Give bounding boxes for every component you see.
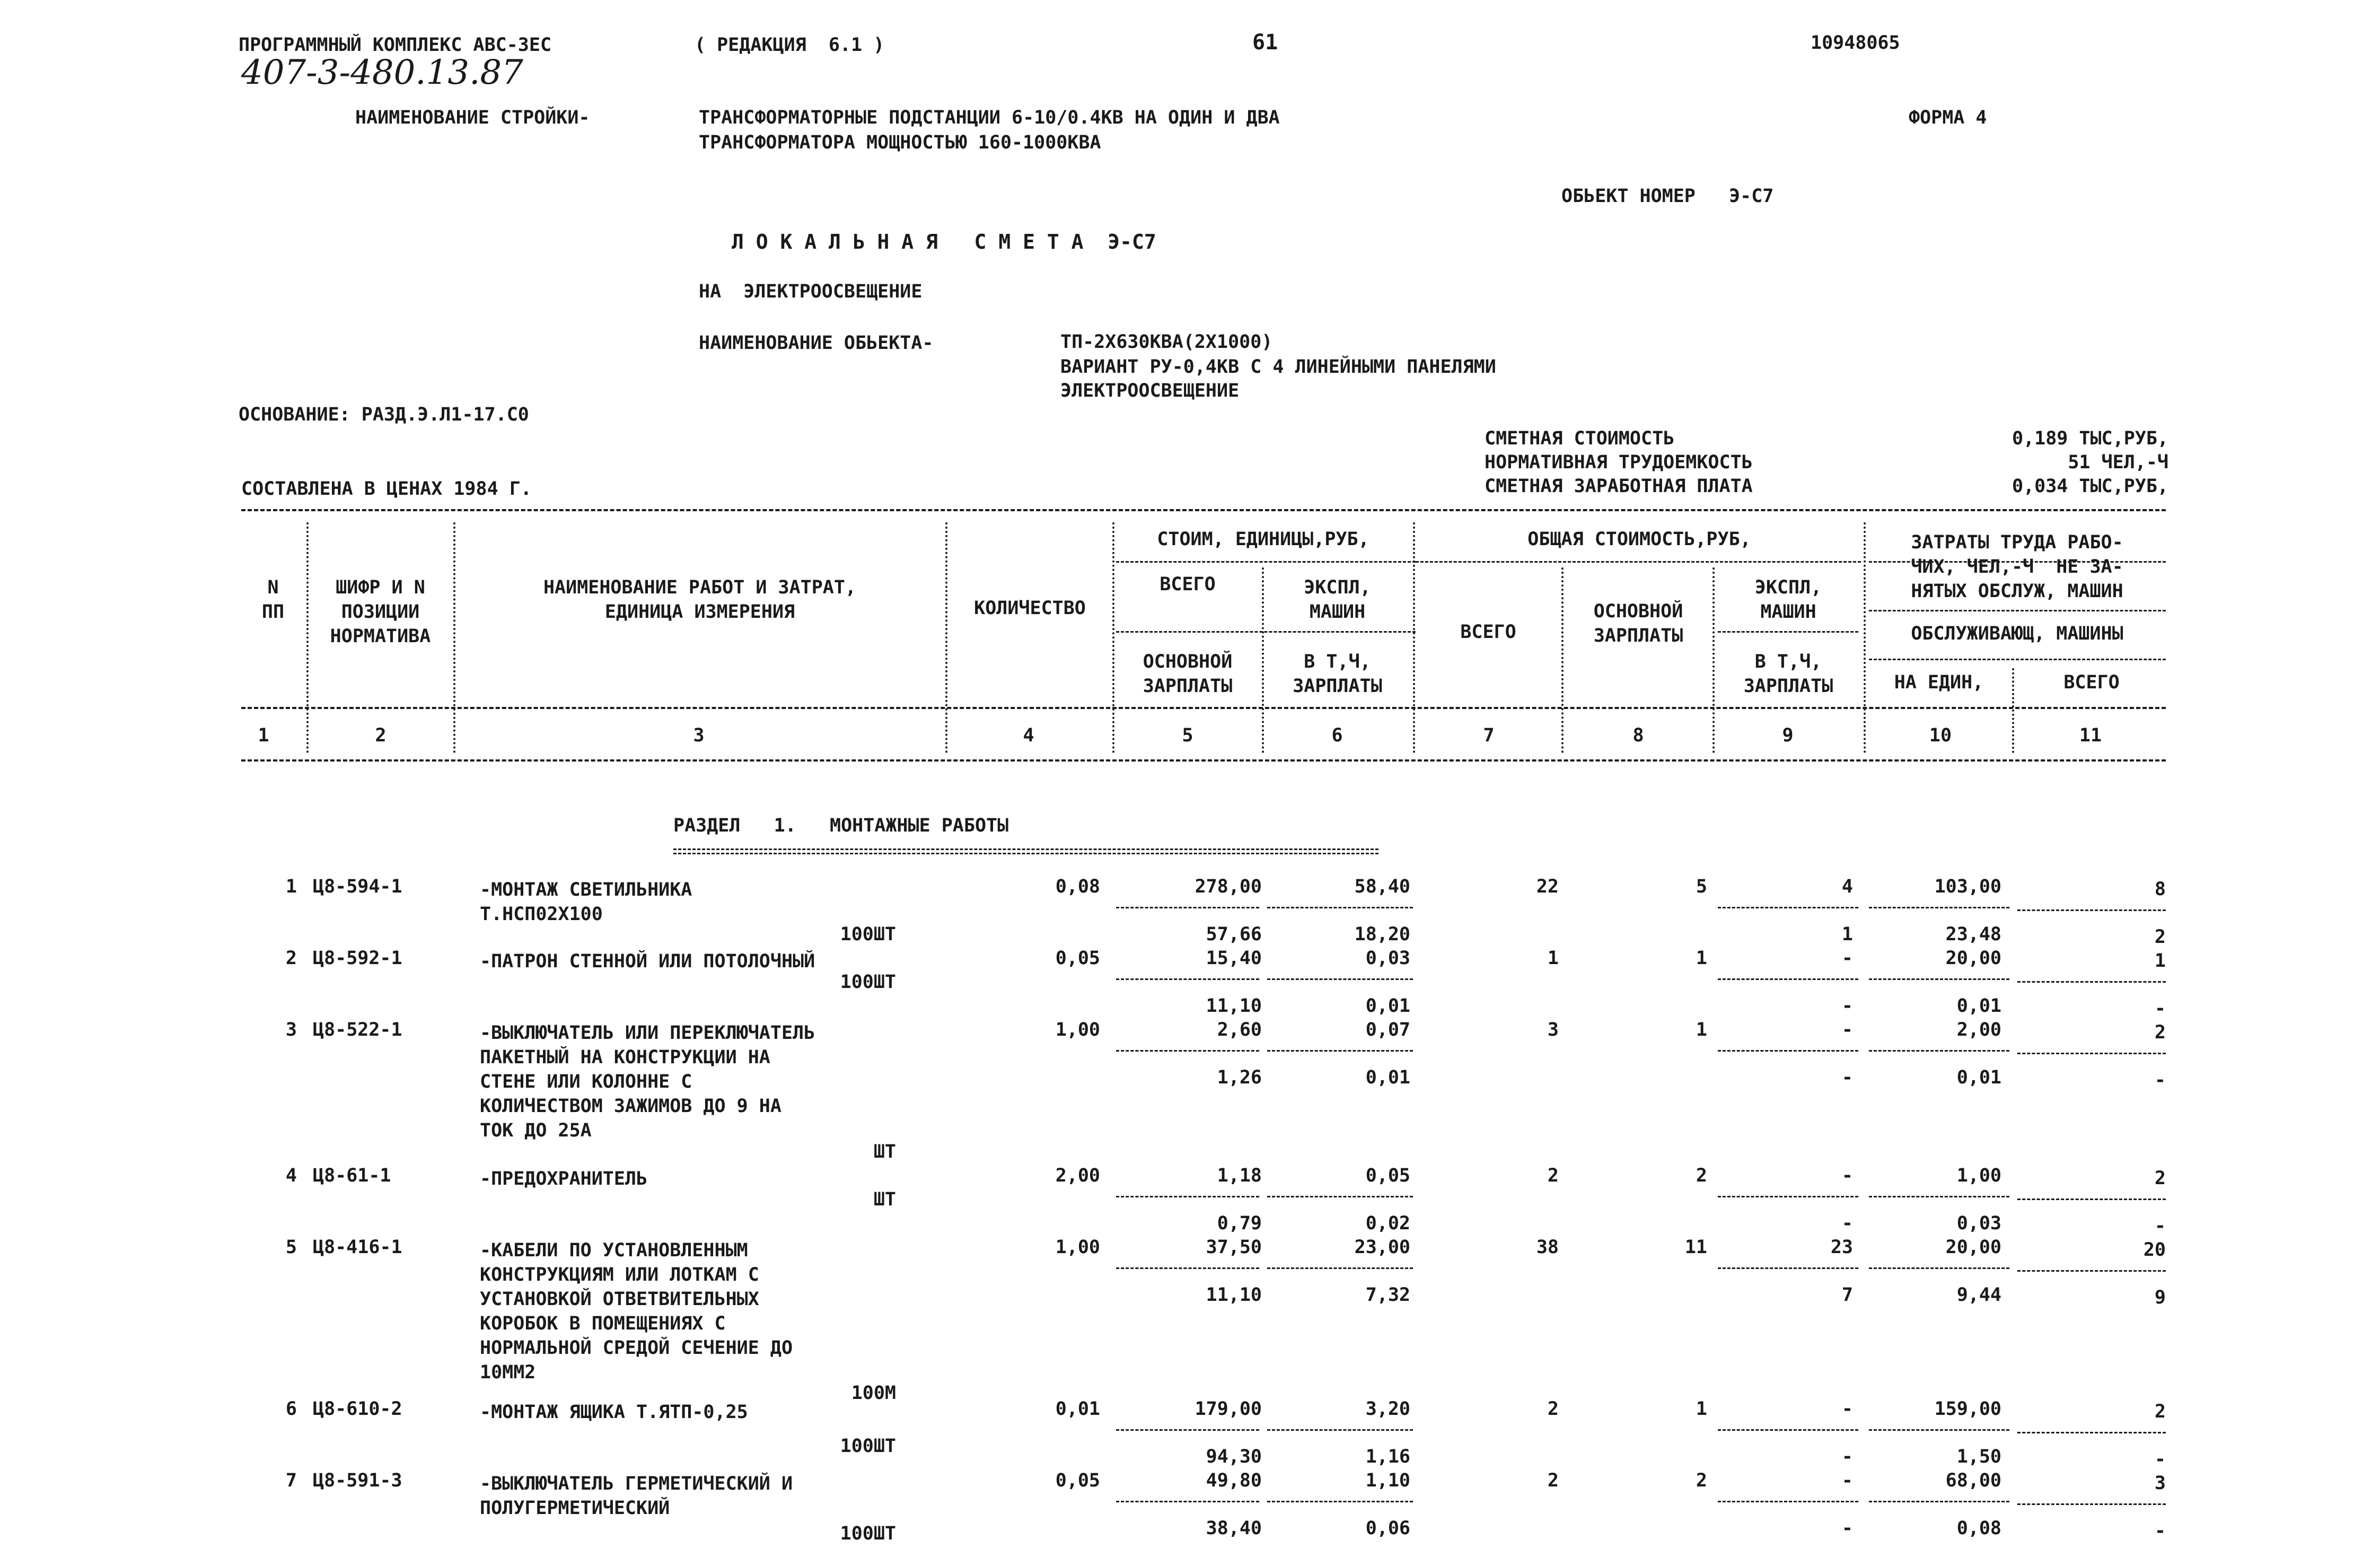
- edition: ( РЕДАКЦИЯ 6.1 ): [695, 34, 885, 56]
- form-number: ФОРМА 4: [1909, 107, 1987, 128]
- object-number: ОБЬЕКТ НОМЕР Э-С7: [1561, 186, 1774, 207]
- rule: [241, 509, 2166, 511]
- col-sep: [1561, 567, 1564, 753]
- row-rule: [1718, 978, 1858, 980]
- row-unit-mach: 1,10: [1365, 1470, 1410, 1491]
- row-rule: [1267, 1429, 1413, 1431]
- row-unit-total: 1,18: [1217, 1165, 1262, 1186]
- row-unit: ШТ: [873, 1189, 896, 1210]
- row-qty: 1,00: [1055, 1019, 1100, 1040]
- price-basis: СОСТАВЛЕНА В ЦЕНАХ 1984 Г.: [241, 478, 532, 500]
- row-rule: [2017, 1053, 2166, 1054]
- row-labor-unit-mach: 1,50: [1956, 1446, 2001, 1467]
- row-labor-total-mach: -: [2154, 1520, 2166, 1542]
- section-underline: [673, 848, 1378, 854]
- row-unit-mach: 58,40: [1354, 876, 1410, 897]
- header-unit-mach: ЭКСПЛ, МАШИН: [1304, 577, 1371, 623]
- row-rule: [2017, 909, 2166, 911]
- row-labor-unit: 159,00: [1934, 1398, 2001, 1420]
- row-unit-mach: 3,20: [1365, 1398, 1410, 1420]
- column-number: 6: [1331, 725, 1343, 746]
- rule: [241, 707, 2166, 709]
- col-sep: [1712, 567, 1715, 753]
- row-total-mach: -: [1841, 1398, 1853, 1420]
- row-number: 2: [285, 948, 297, 969]
- row-total-wage: 5: [1696, 876, 1707, 897]
- row-qty: 0,05: [1055, 1470, 1100, 1491]
- header-total-mach: ЭКСПЛ, МАШИН: [1754, 577, 1822, 623]
- column-number: 10: [1929, 725, 1952, 746]
- header-total-cost: ОБЩАЯ СТОИМОСТЬ,РУБ,: [1527, 529, 1751, 550]
- row-unit-mach: 0,05: [1365, 1165, 1410, 1186]
- object-name-line2: ВАРИАНТ РУ-0,4КВ С 4 ЛИНЕЙНЫМИ ПАНЕЛЯМИ: [1060, 356, 1496, 378]
- row-unit-mach: 0,03: [1365, 948, 1410, 969]
- row-total: 3: [1547, 1019, 1559, 1040]
- row-rule: [2017, 1198, 2166, 1200]
- row-total-mach: -: [1841, 1165, 1853, 1186]
- row-qty: 0,05: [1055, 948, 1100, 969]
- row-unit-mach-wage: 0,06: [1365, 1518, 1410, 1539]
- row-name: -КАБЕЛИ ПО УСТАНОВЛЕННЫМ КОНСТРУКЦИЯМ ИЛИ ЛОТКАМ С УСТАНОВКОЙ ОТВЕТВИТЕЛЬНЫХ КОРОБОК В ПОМЕЩЕНИЯХ С НОРМАЛЬНОЙ СРЕДОЙ СЕЧЕНИЕ ДО 10ММ2: [480, 1240, 793, 1383]
- rule: [1416, 561, 1861, 563]
- header-code: ШИФР И N ПОЗИЦИИ НОРМАТИВА: [330, 577, 431, 647]
- header-total-mach-wage: В Т,Ч, ЗАРПЛАТЫ: [1743, 651, 1833, 697]
- row-rule: [1267, 907, 1413, 908]
- row-rule: [1718, 1501, 1858, 1502]
- rule: [1718, 631, 1858, 633]
- row-unit-wage: 57,66: [1206, 924, 1262, 945]
- row-total-mach-wage: -: [1841, 995, 1853, 1017]
- header-labor-unit: НА ЕДИН,: [1894, 672, 1984, 693]
- row-number: 4: [285, 1165, 297, 1186]
- row-labor-unit-mach: 0,01: [1956, 995, 2001, 1017]
- row-rule: [1116, 978, 1259, 980]
- column-number: 11: [2079, 725, 2102, 746]
- column-number: 3: [693, 725, 705, 746]
- row-name: -МОНТАЖ СВЕТИЛЬНИКА Т.НСП02Х100: [480, 879, 692, 925]
- row-unit-mach-wage: 7,32: [1365, 1284, 1410, 1306]
- col-sep: [945, 522, 947, 753]
- header-unit-mach-wage: В Т,Ч, ЗАРПЛАТЫ: [1293, 651, 1382, 697]
- row-unit: 100ШТ: [840, 972, 896, 993]
- header-name: НАИМЕНОВАНИЕ РАБОТ И ЗАТРАТ, ЕДИНИЦА ИЗМЕРЕНИЯ: [543, 577, 856, 623]
- row-unit-wage: 1,26: [1217, 1067, 1262, 1088]
- rule: [1869, 659, 2166, 660]
- document-number: 10948065: [1811, 32, 1900, 54]
- row-rule: [2017, 1503, 2166, 1505]
- row-rule: [1869, 1267, 2009, 1269]
- summary-value: 0,034 ТЫС,РУБ,: [2012, 476, 2168, 497]
- row-unit-total: 37,50: [1206, 1237, 1262, 1258]
- column-number: 2: [375, 725, 387, 746]
- header-labor: ЗАТРАТЫ ТРУДА РАБО- ЧИХ, ЧЕЛ,-Ч НЕ ЗА- НЯТЫХ ОБСЛУЖ, МАШИН: [1911, 532, 2123, 602]
- row-labor-unit-mach: 23,48: [1945, 924, 2001, 945]
- row-unit-mach: 23,00: [1354, 1237, 1410, 1258]
- construction-name-line1: ТРАНСФОРМАТОРНЫЕ ПОДСТАНЦИИ 6-10/0.4КВ НА ОДИН И ДВА: [699, 107, 1280, 128]
- row-labor-total: 3: [2154, 1473, 2166, 1494]
- object-name-line3: ЭЛЕКТРООСВЕЩЕНИЕ: [1060, 380, 1240, 401]
- row-total-mach: -: [1841, 1470, 1853, 1491]
- row-qty: 0,08: [1055, 876, 1100, 897]
- row-qty: 0,01: [1055, 1398, 1100, 1420]
- row-total-mach-wage: -: [1841, 1213, 1853, 1234]
- row-unit-mach-wage: 0,01: [1365, 995, 1410, 1017]
- row-unit-total: 2,60: [1217, 1019, 1262, 1040]
- row-rule: [1718, 1429, 1858, 1431]
- row-number: 6: [285, 1398, 297, 1420]
- row-unit-wage: 0,79: [1217, 1213, 1262, 1234]
- row-total: 2: [1547, 1165, 1559, 1186]
- row-code: Ц8-416-1: [313, 1237, 402, 1258]
- row-rule: [1718, 907, 1858, 908]
- row-labor-total: 2: [2154, 1401, 2166, 1422]
- row-labor-unit-mach: 9,44: [1956, 1284, 2001, 1306]
- header-labor-mach: ОБСЛУЖИВАЮЩ, МАШИНЫ: [1911, 623, 2123, 644]
- summary-value: 51 ЧЕЛ,-Ч: [2068, 452, 2168, 473]
- row-rule: [1869, 1501, 2009, 1502]
- col-sep: [2012, 668, 2014, 753]
- header-unit-total: ВСЕГО: [1160, 574, 1216, 595]
- row-rule: [1267, 1267, 1413, 1269]
- row-total-mach: 4: [1841, 876, 1853, 897]
- row-number: 5: [285, 1237, 297, 1258]
- row-code: Ц8-522-1: [313, 1019, 402, 1040]
- row-unit: 100ШТ: [840, 924, 896, 945]
- row-unit-wage: 38,40: [1206, 1518, 1262, 1539]
- row-total: 2: [1547, 1398, 1559, 1420]
- row-labor-total-mach: -: [2154, 1215, 2166, 1237]
- row-name: -ПАТРОН СТЕННОЙ ИЛИ ПОТОЛОЧНЫЙ: [480, 951, 815, 972]
- header-unit-wage: ОСНОВНОЙ ЗАРПЛАТЫ: [1143, 651, 1233, 697]
- col-sep: [306, 522, 309, 753]
- row-name: -МОНТАЖ ЯЩИКА Т.ЯТП-0,25: [480, 1402, 748, 1423]
- page-number: 61: [1252, 30, 1278, 55]
- row-number: 1: [285, 876, 297, 897]
- column-number: 8: [1632, 725, 1644, 746]
- row-labor-total-mach: 9: [2154, 1287, 2166, 1308]
- col-sep: [1262, 567, 1264, 753]
- row-labor-unit: 20,00: [1945, 948, 2001, 969]
- row-labor-total: 2: [2154, 1022, 2166, 1043]
- row-total-mach: -: [1841, 1019, 1853, 1040]
- row-labor-unit-mach: 0,03: [1956, 1213, 2001, 1234]
- row-rule: [1869, 1429, 2009, 1431]
- row-rule: [1869, 907, 2009, 908]
- row-labor-total-mach: -: [2154, 1449, 2166, 1470]
- row-total-mach-wage: -: [1841, 1446, 1853, 1467]
- col-sep: [453, 522, 455, 753]
- row-qty: 2,00: [1055, 1165, 1100, 1186]
- row-total: 22: [1536, 876, 1559, 897]
- row-rule: [1267, 1501, 1413, 1502]
- header-labor-total: ВСЕГО: [2063, 672, 2120, 693]
- row-total-wage: 1: [1696, 1019, 1707, 1040]
- row-unit-mach: 0,07: [1365, 1019, 1410, 1040]
- column-number: 7: [1483, 725, 1495, 746]
- row-number: 3: [285, 1019, 297, 1040]
- row-rule: [1116, 1429, 1259, 1431]
- row-unit: 100ШТ: [840, 1436, 896, 1457]
- row-total-mach-wage: -: [1841, 1067, 1853, 1088]
- row-number: 7: [285, 1470, 297, 1491]
- row-labor-unit-mach: 0,01: [1956, 1067, 2001, 1088]
- handwritten-project-code: 407-3-480.13.87: [241, 53, 523, 92]
- row-total-mach: -: [1841, 948, 1853, 969]
- header-total-all: ВСЕГО: [1460, 622, 1516, 643]
- row-unit-total: 15,40: [1206, 948, 1262, 969]
- estimate-subject: НА ЭЛЕКТРООСВЕЩЕНИЕ: [699, 281, 923, 302]
- row-unit-mach-wage: 0,01: [1365, 1067, 1410, 1088]
- rule: [1869, 610, 2166, 611]
- object-name-line1: ТП-2Х630КВА(2Х1000): [1060, 331, 1273, 353]
- row-rule: [1116, 907, 1259, 908]
- row-total-mach-wage: -: [1841, 1518, 1853, 1539]
- row-rule: [1869, 1050, 2009, 1052]
- row-rule: [1869, 978, 2009, 980]
- rule: [1116, 561, 1416, 563]
- col-sep: [1413, 522, 1415, 753]
- row-rule: [1267, 1196, 1413, 1197]
- row-name: -ПРЕДОХРАНИТЕЛЬ: [480, 1168, 648, 1189]
- row-labor-total: 2: [2154, 1168, 2166, 1189]
- row-unit-mach-wage: 0,02: [1365, 1213, 1410, 1234]
- row-total-wage: 11: [1684, 1237, 1707, 1258]
- row-labor-unit: 68,00: [1945, 1470, 2001, 1491]
- col-sep: [1112, 522, 1114, 753]
- column-number: 4: [1023, 725, 1034, 746]
- row-rule: [1718, 1267, 1858, 1269]
- row-labor-unit: 20,00: [1945, 1237, 2001, 1258]
- row-rule: [1116, 1501, 1259, 1502]
- row-total-mach-wage: 1: [1841, 924, 1853, 945]
- row-code: Ц8-591-3: [313, 1470, 402, 1491]
- row-total: 1: [1547, 948, 1559, 969]
- row-rule: [1267, 978, 1413, 980]
- header-qty: КОЛИЧЕСТВО: [974, 598, 1086, 619]
- row-unit: 100ШТ: [840, 1523, 896, 1544]
- row-labor-total-mach: -: [2154, 1070, 2166, 1091]
- row-unit-wage: 11,10: [1206, 1284, 1262, 1306]
- header-unit-cost: СТОИМ, ЕДИНИЦЫ,РУБ,: [1157, 529, 1369, 550]
- object-label: НАИМЕНОВАНИЕ ОБЬЕКТА-: [699, 333, 934, 354]
- row-unit-total: 278,00: [1195, 876, 1262, 897]
- row-labor-unit: 103,00: [1934, 876, 2001, 897]
- row-labor-total: 1: [2154, 950, 2166, 972]
- column-number: 5: [1182, 725, 1193, 746]
- row-rule: [2017, 1270, 2166, 1272]
- row-code: Ц8-610-2: [313, 1398, 402, 1420]
- row-rule: [1116, 1196, 1259, 1197]
- row-total: 2: [1547, 1470, 1559, 1491]
- row-unit-total: 49,80: [1206, 1470, 1262, 1491]
- row-labor-unit-mach: 0,08: [1956, 1518, 2001, 1539]
- basis: ОСНОВАНИЕ: РАЗД.Э.Л1-17.С0: [239, 404, 529, 425]
- row-labor-total: 8: [2154, 879, 2166, 900]
- rule: [1116, 631, 1416, 633]
- row-labor-total-mach: -: [2154, 998, 2166, 1019]
- row-total-mach-wage: 7: [1841, 1284, 1853, 1306]
- row-unit: 100М: [851, 1383, 896, 1404]
- summary-label: СМЕТНАЯ ЗАРАБОТНАЯ ПЛАТА: [1485, 476, 1753, 497]
- section-title: РАЗДЕЛ 1. МОНТАЖНЫЕ РАБОТЫ: [673, 815, 1009, 836]
- row-total-mach: 23: [1830, 1237, 1853, 1258]
- col-sep: [1864, 522, 1866, 753]
- row-labor-unit: 1,00: [1956, 1165, 2001, 1186]
- row-unit-wage: 94,30: [1206, 1446, 1262, 1467]
- row-total-wage: 2: [1696, 1165, 1707, 1186]
- row-labor-total: 20: [2143, 1239, 2166, 1261]
- summary-value: 0,189 ТЫС,РУБ,: [2012, 428, 2168, 449]
- row-code: Ц8-61-1: [313, 1165, 391, 1186]
- row-unit: ШТ: [873, 1141, 896, 1162]
- row-rule: [1116, 1267, 1259, 1269]
- row-rule: [2017, 981, 2166, 983]
- row-total-wage: 1: [1696, 948, 1707, 969]
- program-name: ПРОГРАММНЫЙ КОМПЛЕКС АВС-3ЕС: [239, 34, 552, 56]
- rule: [241, 759, 2166, 762]
- estimate-title: Л О К А Л Ь Н А Я С М Е Т А Э-С7: [732, 230, 1156, 253]
- row-total-wage: 1: [1696, 1398, 1707, 1420]
- row-rule: [1267, 1050, 1413, 1052]
- row-qty: 1,00: [1055, 1237, 1100, 1258]
- row-rule: [1116, 1050, 1259, 1052]
- row-unit-mach-wage: 18,20: [1354, 924, 1410, 945]
- row-unit-total: 179,00: [1195, 1398, 1262, 1420]
- row-code: Ц8-594-1: [313, 876, 402, 897]
- column-number: 9: [1782, 725, 1794, 746]
- summary-label: НОРМАТИВНАЯ ТРУДОЕМКОСТЬ: [1485, 452, 1753, 473]
- row-rule: [1718, 1196, 1858, 1197]
- row-rule: [1869, 1196, 2009, 1197]
- row-code: Ц8-592-1: [313, 948, 402, 969]
- row-total: 38: [1536, 1237, 1559, 1258]
- row-total-wage: 2: [1696, 1470, 1707, 1491]
- construction-label: НАИМЕНОВАНИЕ СТРОЙКИ-: [355, 107, 590, 128]
- header-total-wage: ОСНОВНОЙ ЗАРПЛАТЫ: [1593, 601, 1683, 646]
- row-unit-wage: 11,10: [1206, 995, 1262, 1017]
- row-labor-unit: 2,00: [1956, 1019, 2001, 1040]
- row-labor-total-mach: 2: [2154, 926, 2166, 948]
- row-name: -ВЫКЛЮЧАТЕЛЬ ГЕРМЕТИЧЕСКИЙ И ПОЛУГЕРМЕТИЧЕСКИЙ: [480, 1473, 793, 1519]
- row-unit-mach-wage: 1,16: [1365, 1446, 1410, 1467]
- construction-name-line2: ТРАНСФОРМАТОРА МОЩНОСТЬЮ 160-1000КВА: [699, 132, 1101, 153]
- summary-label: СМЕТНАЯ СТОИМОСТЬ: [1485, 428, 1675, 449]
- row-name: -ВЫКЛЮЧАТЕЛЬ ИЛИ ПЕРЕКЛЮЧАТЕЛЬ ПАКЕТНЫЙ НА КОНСТРУКЦИИ НА СТЕНЕ ИЛИ КОЛОННЕ С КОЛИЧЕСТВОМ ЗАЖИМОВ ДО 9 НА ТОК ДО 25А: [480, 1022, 815, 1141]
- row-rule: [2017, 1432, 2166, 1433]
- row-rule: [1718, 1050, 1858, 1052]
- column-number: 1: [258, 725, 269, 746]
- header-no: N ПП: [261, 577, 285, 623]
